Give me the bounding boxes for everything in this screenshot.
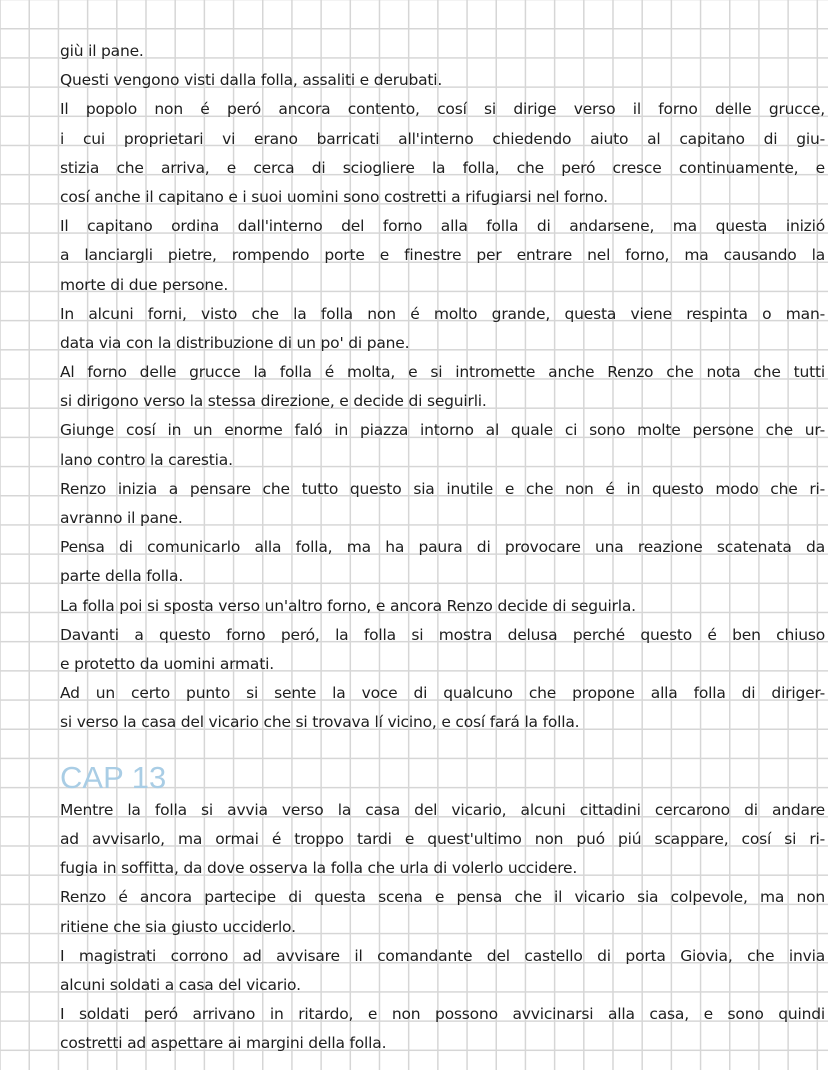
text-line: Ad un certo punto si sente la voce di qualcuno che propone alla folla di diriger- [60,684,825,703]
text-line: Davanti a questo forno peró, la folla si mostra delusa perché questo é ben chiuso [60,625,825,644]
text-line: morte di due persone. [60,275,229,294]
text-line: Al forno delle grucce la folla é molta, e si intromette anche Renzo che nota che tutti [60,363,825,382]
text-line: i cui proprietari vi erano barricati all'interno chiedendo aiuto al capitano di giu- [60,129,825,148]
notebook-page [60,37,825,1059]
text-line: e protetto da uomini armati. [60,654,274,673]
text-line: Il capitano ordina dall'interno del forno alla folla di andarsene, ma questa inizió [60,217,825,236]
text-line: I magistrati corrono ad avvisare il comandante del castello di porta Giovia, che invia [60,946,825,965]
text-line: Mentre la folla si avvia verso la casa del vicario, alcuni cittadini cercarono di andare [60,800,825,819]
text-line: data via con la distribuzione di un po' di pane. [60,333,410,352]
text-line: giù il pane. [60,42,144,60]
text-line: Renzo inizia a pensare che tutto questo sia inutile e che non é in questo modo che ri- [60,479,825,498]
text-line: costretti ad aspettare ai margini della folla. [60,1034,387,1053]
text-line: Pensa di comunicarlo alla folla, ma ha paura di provocare una reazione scatenata da [60,538,825,557]
text-line: Giunge cosí in un enorme faló in piazza intorno al quale ci sono molte persone che ur- [60,421,825,440]
text-line: cosí anche il capitano e i suoi uomini sono costretti a rifugiarsi nel forno. [60,187,608,206]
text-line: In alcuni forni, visto che la folla non é molto grande, questa viene respinta o man- [60,304,825,323]
text-line: parte della folla. [60,567,184,586]
text-line: fugia in soffitta, da dove osserva la folla che urla di volerlo uccidere. [60,859,578,878]
text-line: avranno il pane. [60,509,183,527]
text-line: ritiene che sia giusto ucciderlo. [60,917,296,936]
text-line: Renzo é ancora partecipe di questa scena e pensa che il vicario sia colpevole, ma non [60,888,825,907]
text-line: La folla poi si sposta verso un'altro forno, e ancora Renzo decide di seguirla. [60,596,636,615]
text-line: alcuni soldati a casa del vicario. [60,976,301,994]
text-line: lano contro la carestia. [60,450,233,469]
text-line: si dirigono verso la stessa direzione, e decide di seguirli. [60,392,487,411]
text-line: stizia che arriva, e cerca di sciogliere la folla, che peró cresce continuamente, e [60,158,825,177]
text-line: a lanciargli pietre, rompendo porte e finestre per entrare nel forno, ma causando la [60,246,825,265]
text-line: I soldati peró arrivano in ritardo, e non possono avvicinarsi alla casa, e sono quindi [60,1005,825,1024]
text-line: si verso la casa del vicario che si trovava lí vicino, e cosí fará la folla. [60,713,580,732]
text-line: Questi vengono visti dalla folla, assaliti e derubati. [60,71,443,90]
chapter-heading: CAP 13 [60,759,167,795]
text-line: ad avvisarlo, ma ormai é troppo tardi e quest'ultimo non puó piú scappare, cosí si ri- [60,830,825,849]
text-line: Il popolo non é peró ancora contento, cosí si dirige verso il forno delle grucce, [60,100,825,119]
